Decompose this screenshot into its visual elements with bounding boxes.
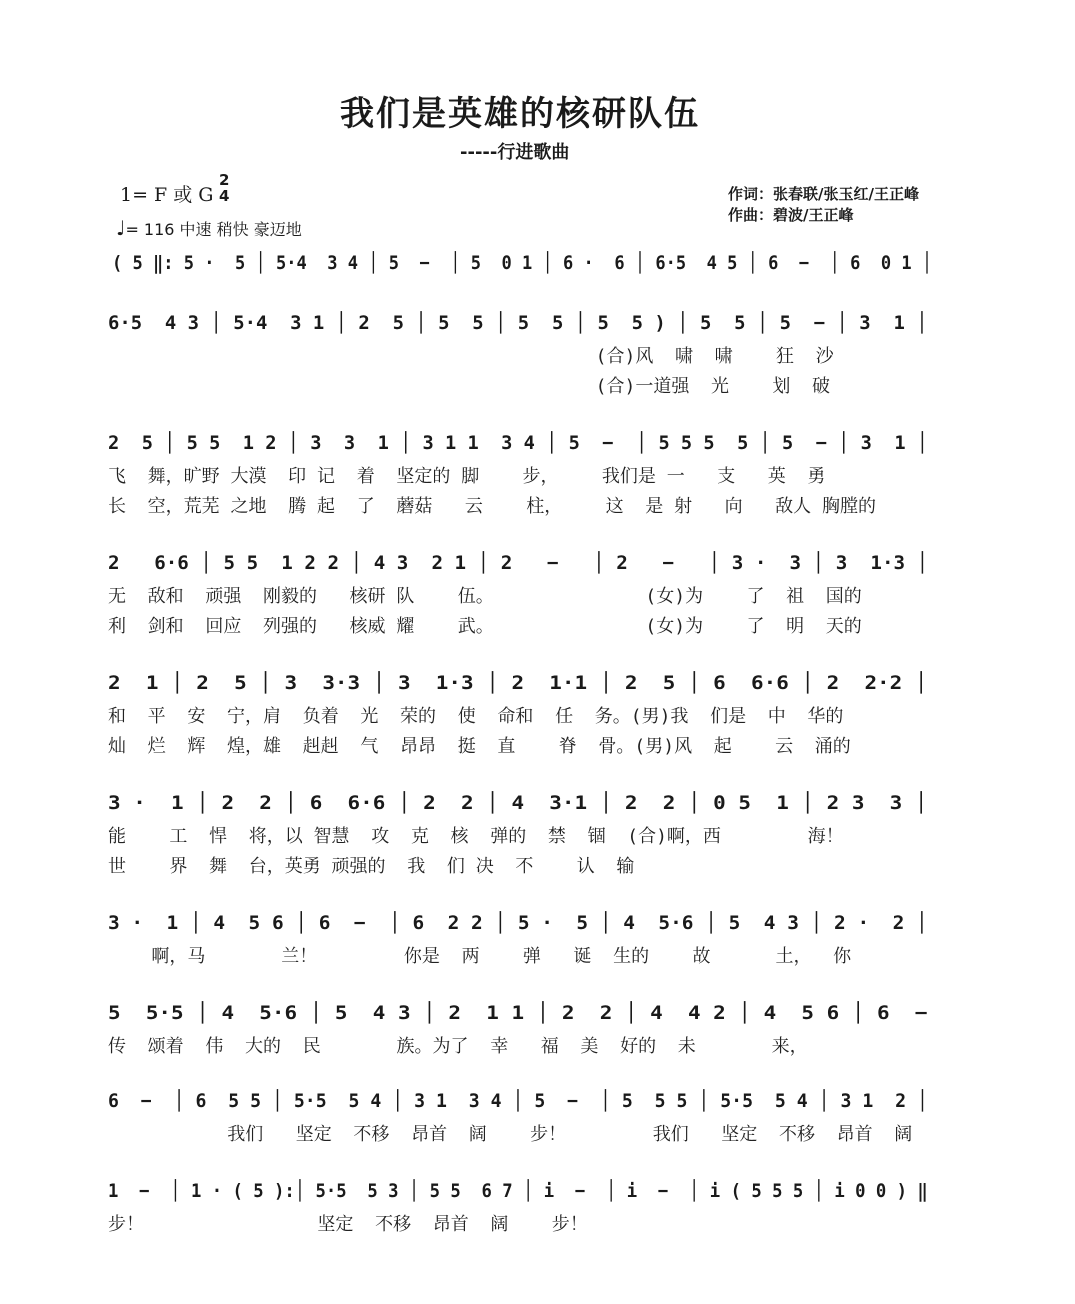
lyric-line: 世 界 舞 台，英勇 顽强的 我 们 决 不 认 输 (108, 856, 635, 877)
tempo-marking (116, 216, 302, 240)
key-signature: 1= F 或 G (120, 184, 214, 206)
lyricist: 作词：张春联/张玉红/王正峰 (728, 185, 919, 203)
quarter-note-icon: ♩ (116, 216, 126, 240)
notation-line: 2 1 │ 2 5 │ 3 3·3 │ 3 1·3 │ 2 1·1 │ 2 5 │ 6 6·6 │ 2 2·2 │ (108, 672, 928, 694)
notation-line: 5 5·5 │ 4 5·6 │ 5 4 3 │ 2 1 1 │ 2 2 │ 4 4 2 │ 4 5 6 │ 6 − (108, 1002, 928, 1024)
notation-line: 3 · 1 │ 2 2 │ 6 6·6 │ 2 2 │ 4 3·1 │ 2 2 │ 0 5 1 │ 2 3 3 │ (108, 792, 928, 814)
lyric-line: 步！ 坚定 不移 昂首 阔 步！ (108, 1214, 588, 1235)
notation-line: 2 6·6 │ 5 5 1 2 2 │ 4 3 2 1 │ 2 − │ 2 − │ 3 · 3 │ 3 1·3 │ (108, 552, 929, 574)
page-subtitle: -----行进歌曲 (460, 142, 570, 163)
lyric-line: (合)一道强 光 划 破 (108, 376, 831, 397)
notation-line: ( 5 ‖: 5 · 5 │ 5·4 3 4 │ 5 − │ 5 0 1 │ 6 · 6 │ 6·5 4 5 │ 6 − │ 6 0 1 │ (112, 252, 933, 274)
tempo-text: = 116 中速 稍快 豪迈地 (125, 220, 302, 239)
notation-line: 6·5 4 3 │ 5·4 3 1 │ 2 5 │ 5 5 │ 5 5 │ 5 5 ) │ 5 5 │ 5 − │ 3 1 │ (108, 312, 928, 334)
composer: 作曲：碧波/王正峰 (728, 206, 854, 224)
lyric-line: 啊，马 兰！ 你是 两 弹 诞 生的 故 土， 你 (108, 946, 852, 967)
lyric-line: 传 颂着 伟 大的 民 族。为了 幸 福 美 好的 未 来， (108, 1036, 808, 1057)
lyric-line: 灿 烂 辉 煌，雄 赳赳 气 昂昂 挺 直 脊 骨。(男)风 起 云 涌的 (108, 736, 851, 757)
lyric-line: 我们 坚定 不移 昂首 阔 步！ 我们 坚定 不移 昂首 阔 (108, 1124, 913, 1145)
lyric-line: 飞 舞，旷野 大漠 印 记 着 坚定的 脚 步， 我们是 一 支 英 勇 (108, 466, 826, 487)
page-title: 我们是英雄的核研队伍 (340, 94, 700, 134)
time-signature-top: 2 (219, 171, 230, 189)
lyric-line: 无 敌和 顽强 刚毅的 核研 队 伍。 (女)为 了 祖 国的 (108, 586, 862, 607)
notation-line: 6 − │ 6 5 5 │ 5·5 5 4 │ 3 1 3 4 │ 5 − │ 5 5 5 │ 5·5 5 4 │ 3 1 2 │ (108, 1090, 928, 1112)
notation-line: 2 5 │ 5 5 1 2 │ 3 3 1 │ 3 1 1 3 4 │ 5 − │ 5 5 5 5 │ 5 − │ 3 1 │ (108, 432, 929, 454)
credits (728, 184, 919, 226)
lyric-line: (合)风 啸 啸 狂 沙 (108, 346, 834, 367)
time-signature-bottom: 4 (219, 187, 230, 205)
lyric-line: 能 工 悍 将，以 智慧 攻 克 核 弹的 禁 锢 (合)啊，西 海！ (108, 826, 844, 847)
time-signature (219, 172, 229, 204)
lyric-line: 利 剑和 回应 列强的 核威 耀 武。 (女)为 了 明 天的 (108, 616, 862, 637)
notation-line: 1 − │ 1 · ( 5 ):│ 5·5 5 3 │ 5 5 6 7 │ i − │ i − │ i ( 5 5 5 │ i 0 0 ) ‖ (108, 1180, 928, 1202)
lyric-line: 长 空，荒芜 之地 腾 起 了 蘑菇 云 柱， 这 是 射 向 敌人 胸膛的 (108, 496, 876, 517)
notation-line: 3 · 1 │ 4 5 6 │ 6 − │ 6 2 2 │ 5 · 5 │ 4 5·6 │ 5 4 3 │ 2 · 2 │ (108, 912, 928, 934)
lyric-line: 和 平 安 宁，肩 负着 光 荣的 使 命和 任 务。(男)我 们是 中 华的 (108, 706, 844, 727)
